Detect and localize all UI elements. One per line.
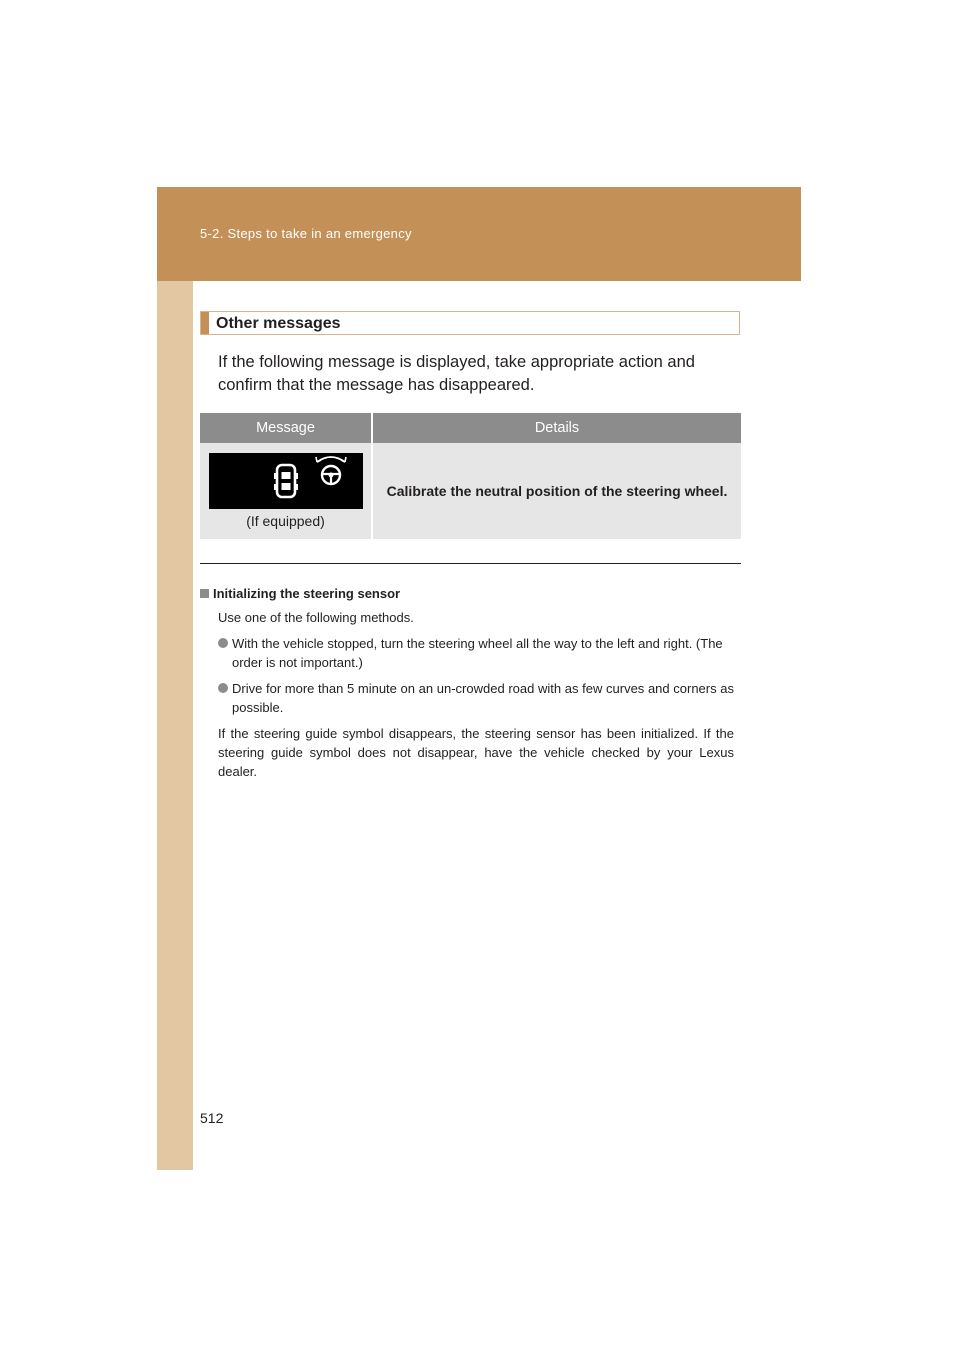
heading-accent bbox=[201, 312, 209, 334]
note-title bbox=[200, 584, 400, 603]
side-strip bbox=[157, 187, 193, 1170]
circle-bullet-icon bbox=[218, 638, 228, 648]
note-title-text: Initializing the steering sensor bbox=[213, 586, 401, 601]
if-equipped-caption: (If equipped) bbox=[246, 513, 325, 529]
details-cell: Calibrate the neutral position of the steering wheel. bbox=[372, 443, 741, 539]
list-item-text: With the vehicle stopped, turn the steering wheel all the way to the left and right. (The order is not important.) bbox=[232, 636, 723, 670]
header-message: Message bbox=[200, 413, 372, 443]
section-title: Other messages bbox=[216, 315, 341, 332]
page-number: 512 bbox=[200, 1110, 224, 1126]
table-header-row bbox=[200, 413, 741, 443]
square-bullet-icon bbox=[200, 589, 209, 598]
section-heading bbox=[200, 311, 740, 335]
note-closing: If the steering guide symbol disappears, the steering sensor has been initialized. If the steering guide symbol does not disappear, have the vehicle checked by your Lexus dealer. bbox=[218, 726, 734, 779]
note-lead: Use one of the following methods. bbox=[218, 610, 414, 625]
list-item bbox=[218, 634, 734, 672]
header-details: Details bbox=[372, 413, 741, 443]
message-table bbox=[200, 413, 741, 539]
list-item bbox=[218, 679, 734, 717]
steering-display-image bbox=[209, 453, 363, 509]
intro-paragraph: If the following message is displayed, take appropriate action and confirm that the message has disappeared. bbox=[218, 353, 695, 394]
circle-bullet-icon bbox=[218, 683, 228, 693]
table-row bbox=[200, 443, 741, 539]
divider-rule bbox=[200, 563, 741, 564]
list-item-text: Drive for more than 5 minute on an un-crowded road with as few curves and corners as possible. bbox=[232, 681, 734, 715]
message-cell bbox=[200, 443, 372, 539]
section-breadcrumb: 5-2. Steps to take in an emergency bbox=[200, 226, 412, 241]
